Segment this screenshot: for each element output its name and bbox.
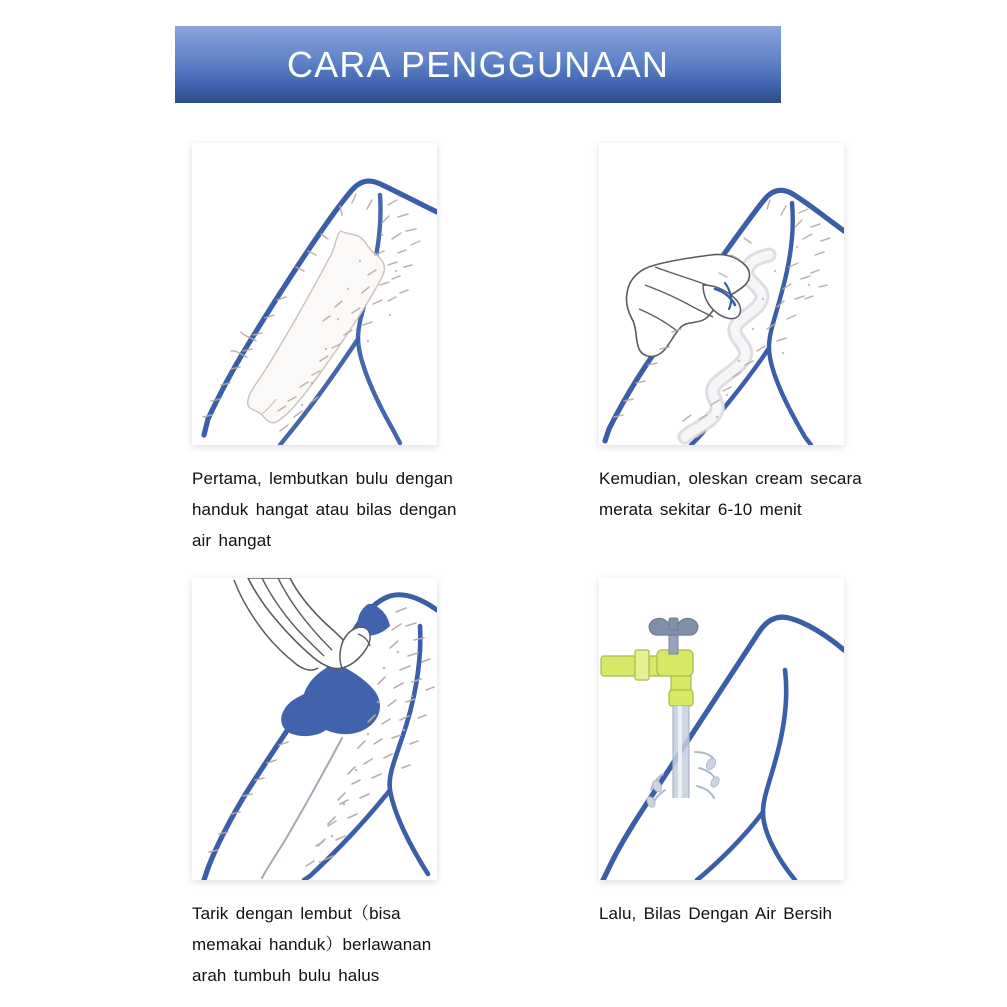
step-4-caption: Lalu, Bilas Dengan Air Bersih — [599, 904, 833, 923]
step-4 — [599, 578, 864, 991]
hand-pulling-towel-strip-icon — [192, 578, 437, 880]
steps-row-2 — [0, 578, 1007, 991]
faucet-rinsing-leg-icon — [599, 578, 844, 880]
step-2-caption: Kemudian, oleskan cream secara merata sekitar 6-10 menit — [599, 469, 862, 519]
hand-applying-cream-icon — [599, 143, 844, 445]
step-1-caption: Pertama, lembutkan bulu dengan handuk hangat atau bilas dengan air hangat — [192, 469, 457, 550]
page-header-banner — [175, 26, 781, 103]
row-spacer — [0, 556, 1007, 578]
leg-with-warm-towel-icon — [192, 143, 437, 445]
step-1-illustration-panel — [192, 143, 437, 445]
step-3-caption: Tarik dengan lembut（bisa memakai handuk）berlawanan arah tumbuh bulu halus — [192, 904, 432, 985]
step-4-illustration-panel — [599, 578, 844, 880]
step-2-illustration-panel — [599, 143, 844, 445]
step-3 — [192, 578, 457, 991]
step-1 — [192, 143, 457, 556]
page-title: CARA PENGGUNAAN — [286, 43, 670, 85]
step-3-illustration-panel — [192, 578, 437, 880]
steps-grid — [0, 143, 1007, 991]
step-2 — [599, 143, 864, 556]
steps-row-1 — [0, 143, 1007, 556]
